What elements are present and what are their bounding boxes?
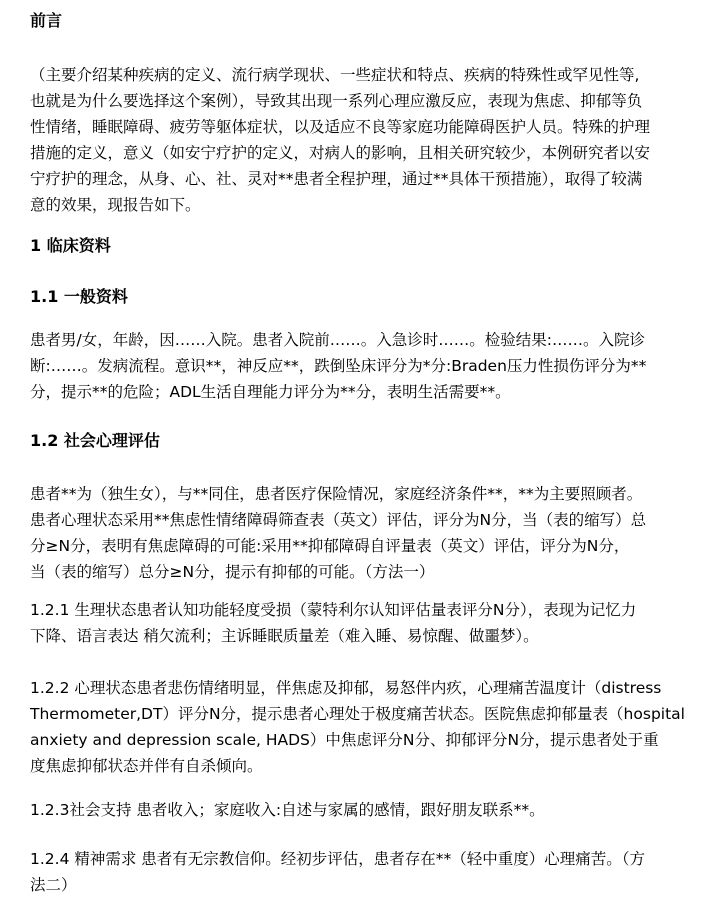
section-1-title: 1 临床资料	[30, 236, 111, 255]
section-1-2-2-line: 1.2.2 心理状态患者悲伤情绪明显，伴焦虑及抑郁，易怒伴内疚，心理痛苦温度计（distress	[30, 679, 662, 697]
section-1-2-3-paragraph	[30, 797, 710, 823]
section-1-2-1-line: 1.2.1 生理状态患者认知功能轻度受损（蒙特利尔认知评估量表评分N分），表现为记忆力	[30, 601, 637, 619]
section-1-1-line: 断:……。发病流程。意识**，神反应**，跌倒坠床评分为*分:Braden压力性损伤评分为**	[30, 357, 647, 375]
section-1-2-2-line: Thermometer,DT）评分N分，提示患者心理处于极度痛苦状态。医院焦虑抑郁量表（hospital	[30, 705, 685, 723]
preface-line: 性情绪，睡眠障碍、疲劳等躯体症状，以及适应不良等家庭功能障碍医护人员。特殊的护理	[30, 118, 651, 136]
section-1-1-title: 1.1 一般资料	[30, 287, 128, 306]
section-1-2-paragraph	[30, 481, 710, 585]
section-1-1-line: 患者男/女，年龄，因……入院。患者入院前……。入急诊时……。检验结果:……。入院诊	[30, 331, 645, 349]
preface-line: 意的效果，现报告如下。	[30, 196, 201, 214]
section-1-2-3-line: 1.2.3社会支持 患者收入；家庭收入:自述与家属的感情，跟好朋友联系**。	[30, 801, 545, 819]
section-1-2-2-line: 度焦虑抑郁状态并伴有自杀倾向。	[30, 757, 263, 775]
section-1-2-1-line: 下降、语言表达 稍欠流利；主诉睡眠质量差（难入睡、易惊醒、做噩梦）。	[30, 627, 539, 645]
preface-line: 宁疗护的理念，从身、心、社、灵对**患者全程护理，通过**具体干预措施），取得了较满	[30, 170, 643, 188]
section-1-1-paragraph	[30, 327, 710, 405]
preface-line: （主要介绍某种疾病的定义、流行病学现状、一些症状和特点、疾病的特殊性或罕见性等,	[30, 66, 640, 84]
section-1-2-title: 1.2 社会心理评估	[30, 431, 160, 450]
section-1-2-line: 当（表的缩写）总分≥N分，提示有抑郁的可能。（方法一）	[30, 563, 435, 581]
section-1-2-4-paragraph	[30, 846, 710, 898]
preface-line: 措施的定义，意义（如安宁疗护的定义，对病人的影响，且相关研究较少，本例研究者以安	[30, 144, 651, 162]
preface-paragraph	[30, 62, 710, 218]
section-1-2-line: 患者**为（独生女），与**同住，患者医疗保险情况，家庭经济条件**，**为主要照顾者。	[30, 485, 643, 503]
section-1-2-4-line: 法二）	[30, 876, 77, 894]
preface-title: 前言	[30, 11, 63, 30]
section-1-2-2-line: anxiety and depression scale, HADS）中焦虑评分N分、抑郁评分N分，提示患者处于重	[30, 731, 659, 749]
section-1-2-line: 患者心理状态采用**焦虑性情绪障碍筛查表（英文）评估，评分为N分，当（表的缩写）总	[30, 511, 647, 529]
preface-line: 也就是为什么要选择这个案例），导致其出现一系列心理应激反应，表现为焦虑、抑郁等负	[30, 92, 643, 110]
section-1-2-2-paragraph	[30, 675, 710, 779]
section-1-2-1-paragraph	[30, 597, 710, 649]
section-1-2-line: 分≥N分，表明有焦虑障碍的可能:采用**抑郁障碍自评量表（英文）评估，评分为N分，	[30, 537, 630, 555]
section-1-2-4-line: 1.2.4 精神需求 患者有无宗教信仰。经初步评估，患者存在**（轻中重度）心理痛苦。（方	[30, 850, 646, 868]
section-1-1-line: 分，提示**的危险；ADL生活自理能力评分为**分，表明生活需要**。	[30, 383, 511, 401]
